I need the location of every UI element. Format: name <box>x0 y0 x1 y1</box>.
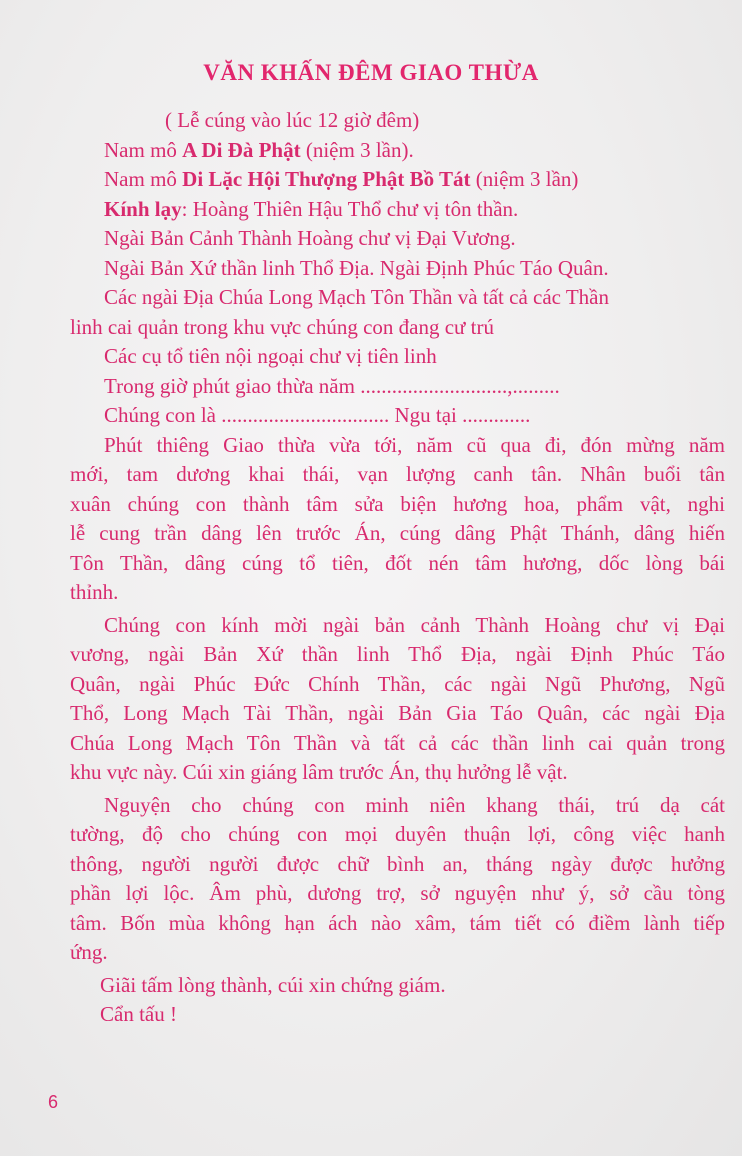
paragraph-line: Quân, ngài Phúc Đức Chính Thần, các ngài Ngũ Phương, Ngũ <box>70 671 725 696</box>
paragraph-line: Nguyện cho chúng con minh niên khang thái, trú dạ cát <box>104 792 725 817</box>
paragraph-line: Tôn Thần, dâng cúng tổ tiên, đốt nén tâm hương, dốc lòng bái <box>70 550 725 575</box>
prayer-text <box>70 106 725 1030</box>
paragraph-line: lễ cung trần dâng lên trước Án, cúng dâng Phật Thánh, dâng hiến <box>70 521 725 545</box>
paragraph-line: tâm. Bốn mùa không hạn ách nào xâm, tám tiết có điềm lành tiếp <box>70 910 725 935</box>
invocation-maitreya <box>70 165 725 195</box>
respect-text: : Hoàng Thiên Hậu Thổ chư vị tôn thần. <box>181 196 519 221</box>
paragraph-wishes <box>70 791 725 968</box>
text-line: linh cai quản trong khu vực chúng con đang cư trú <box>70 314 494 339</box>
invocation-suffix: (niệm 3 lần). <box>300 137 414 162</box>
text-line: Ngài Bản Cảnh Thành Hoàng chư vị Đại Vương. <box>104 226 516 250</box>
closing-line: Cẩn tấu ! <box>100 1002 177 1026</box>
invocation-prefix: Nam mô <box>104 167 183 191</box>
paragraph-line: ứng. <box>70 940 108 964</box>
paragraph-line: mới, tam dương khai thái, vạn lượng canh tân. Nhân buổi tân <box>70 462 725 486</box>
paragraph-line: thông, người người được chữ bình an, tháng ngày được hưởng <box>70 851 725 876</box>
invocation-buddha-name: Di Lặc Hội Thượng Phật Bồ Tát <box>182 167 471 191</box>
invocation-suffix: (niệm 3 lần) <box>470 167 579 191</box>
name-fill-line: Chúng con là ................................ Ngu tại ............. <box>104 403 531 427</box>
year-fill-line: Trong giờ phút giao thừa năm ............................,......... <box>104 373 560 398</box>
text-line: Các ngài Địa Chúa Long Mạch Tôn Thần và tất cả các Thần <box>104 285 609 309</box>
respect-label: Kính lạy <box>104 196 182 221</box>
invocation-buddha-name: A Di Đà Phật <box>182 137 301 162</box>
paragraph-line: vương, ngài Bản Xứ thần linh Thổ Địa, ngài Định Phúc Táo <box>70 642 725 666</box>
paragraph-line: Thổ, Long Mạch Tài Thần, ngài Bản Gia Táo Quân, các ngài Địa <box>70 701 725 725</box>
paragraph-invitation <box>70 611 725 788</box>
paragraph-line: Chúng con kính mời ngài bản cảnh Thành Hoàng chư vị Đại <box>104 612 725 637</box>
closing-line: Giãi tấm lòng thành, cúi xin chứng giám. <box>100 972 446 997</box>
text-line: Ngài Bản Xứ thần linh Thổ Địa. Ngài Định Phúc Táo Quân. <box>104 255 609 280</box>
invocation-prefix: Nam mô <box>104 137 183 162</box>
paragraph-line: Phút thiêng Giao thừa vừa tới, năm cũ qua đi, đón mừng năm <box>104 432 725 457</box>
paragraph-line: xuân chúng con thành tâm sửa biện hương hoa, phẩm vật, nghi <box>70 491 725 516</box>
paragraph-line: phần lợi lộc. Âm phù, dương trợ, sở nguyện như ý, sở cầu tòng <box>70 881 725 905</box>
respect-line <box>70 195 725 225</box>
invocation-amitabha <box>70 136 725 166</box>
paragraph-new-year <box>70 431 725 608</box>
ancestors-line: Các cụ tổ tiên nội ngoại chư vị tiên linh <box>104 344 437 368</box>
page-title: VĂN KHẤN ĐÊM GIAO THỪA <box>203 60 539 85</box>
page-number: 6 <box>48 1092 59 1112</box>
subtitle: ( Lễ cúng vào lúc 12 giờ đêm) <box>165 108 420 132</box>
paragraph-line: Chúa Long Mạch Tôn Thần và tất cả các thần linh cai quản trong <box>70 730 725 755</box>
paragraph-line: khu vực này. Cúi xin giáng lâm trước Án, thụ hưởng lễ vật. <box>70 760 568 784</box>
paragraph-line: tường, độ cho chúng con mọi duyên thuận lợi, công việc hanh <box>70 822 725 846</box>
paragraph-line: thỉnh. <box>70 580 119 604</box>
